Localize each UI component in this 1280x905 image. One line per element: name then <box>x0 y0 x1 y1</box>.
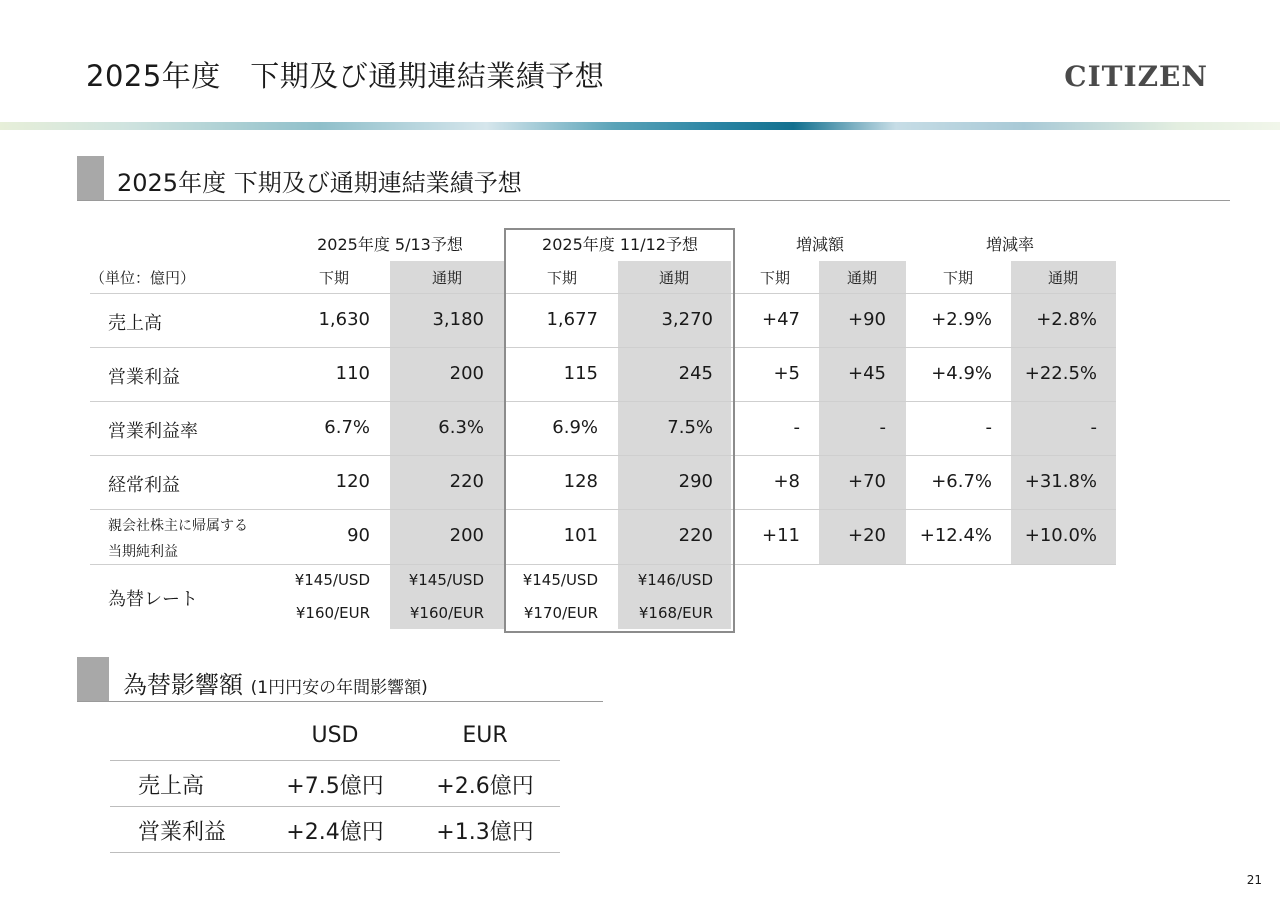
sub-header: 下期 <box>942 269 973 287</box>
cell: +10.0% <box>1024 525 1097 546</box>
sub-header: 通期 <box>431 269 462 287</box>
group-header: 2025年度 5/13予想 <box>317 235 463 254</box>
cell: +5 <box>773 363 800 384</box>
fx-usd-cell: ¥145/USD <box>408 571 484 589</box>
cell: 245 <box>678 363 713 384</box>
fx-usd-cell: ¥145/USD <box>294 571 370 589</box>
decorative-band <box>0 122 1280 130</box>
row-divider <box>110 806 560 807</box>
section-heading-fx-impact <box>77 657 603 702</box>
fx-impact-cell: +2.4億円 <box>286 820 384 845</box>
fx-impact-header: EUR <box>462 723 508 748</box>
fx-eur-cell: ¥170/EUR <box>523 604 598 622</box>
cell: 1,630 <box>318 309 370 330</box>
cell: +4.9% <box>931 363 992 384</box>
fx-impact-cell: +2.6億円 <box>436 774 534 799</box>
cell: 3,270 <box>661 309 713 330</box>
cell: +11 <box>762 525 800 546</box>
sub-header: 通期 <box>1047 269 1078 287</box>
cell: 6.9% <box>552 417 598 438</box>
cell: - <box>1090 417 1097 438</box>
slide-title: 2025年度 下期及び通期連結業績予想 <box>86 59 605 93</box>
shade-col <box>819 261 906 564</box>
cell: 3,180 <box>432 309 484 330</box>
fx-impact-row-label: 売上高 <box>138 774 205 799</box>
row-label: 売上高 <box>108 313 162 334</box>
cell: 220 <box>678 525 713 546</box>
cell: +2.9% <box>931 309 992 330</box>
cell: +8 <box>773 471 800 492</box>
sub-header: 通期 <box>658 269 689 287</box>
citizen-logo: CITIZEN <box>1064 60 1208 93</box>
cell: +31.8% <box>1024 471 1097 492</box>
cell: 101 <box>563 525 598 546</box>
cell: 6.7% <box>324 417 370 438</box>
fx-eur-cell: ¥160/EUR <box>295 604 370 622</box>
unit-label: （単位：億円） <box>90 269 196 287</box>
sub-header: 下期 <box>759 269 790 287</box>
cell: 290 <box>678 471 713 492</box>
sub-header: 下期 <box>318 269 349 287</box>
fx-impact-cell: +7.5億円 <box>286 774 384 799</box>
cell: 1,677 <box>546 309 598 330</box>
section-title <box>123 665 428 700</box>
cell: +90 <box>848 309 886 330</box>
group-header: 2025年度 11/12予想 <box>542 235 698 254</box>
row-label: 経常利益 <box>108 475 180 496</box>
row-divider <box>110 852 560 853</box>
fx-eur-cell: ¥160/EUR <box>409 604 484 622</box>
section-title: 2025年度 下期及び通期連結業績予想 <box>117 169 522 197</box>
cell: 90 <box>347 525 370 546</box>
fx-impact-cell: +1.3億円 <box>436 820 534 845</box>
cell: +45 <box>848 363 886 384</box>
shade-col <box>1011 261 1116 564</box>
row-label: 営業利益率 <box>108 421 198 442</box>
cell: +20 <box>848 525 886 546</box>
group-header: 増減率 <box>985 235 1034 254</box>
row-label: 営業利益 <box>108 367 180 388</box>
sub-header: 下期 <box>546 269 577 287</box>
cell: 6.3% <box>438 417 484 438</box>
cell: 120 <box>335 471 370 492</box>
cell: 7.5% <box>667 417 713 438</box>
cell: 200 <box>449 525 484 546</box>
fx-eur-cell: ¥168/EUR <box>638 604 713 622</box>
section-marker <box>77 156 104 200</box>
cell: 220 <box>449 471 484 492</box>
section-heading-forecast <box>77 156 1230 201</box>
cell: 110 <box>335 363 370 384</box>
fx-rate-label: 為替レート <box>108 589 198 610</box>
section-title-main: 為替影響額 <box>123 671 243 699</box>
cell: - <box>793 417 800 438</box>
sub-header: 通期 <box>846 269 877 287</box>
cell: 200 <box>449 363 484 384</box>
cell: 128 <box>563 471 598 492</box>
cell: +2.8% <box>1036 309 1097 330</box>
fx-usd-cell: ¥145/USD <box>522 571 598 589</box>
row-divider <box>110 760 560 761</box>
cell: +12.4% <box>919 525 992 546</box>
cell: +70 <box>848 471 886 492</box>
section-subtitle: (1円円安の年間影響額) <box>250 678 428 698</box>
cell: - <box>879 417 886 438</box>
row-label-line2: 当期純利益 <box>108 544 178 560</box>
group-header: 増減額 <box>795 235 844 254</box>
section-marker <box>77 657 109 701</box>
cell: +22.5% <box>1024 363 1097 384</box>
cell: +6.7% <box>931 471 992 492</box>
fx-impact-row-label: 営業利益 <box>138 820 227 845</box>
page-number: 21 <box>1246 873 1262 887</box>
cell: - <box>985 417 992 438</box>
fx-impact-header: USD <box>311 723 359 748</box>
cell: 115 <box>563 363 598 384</box>
cell: +47 <box>762 309 800 330</box>
fx-usd-cell: ¥146/USD <box>637 571 713 589</box>
row-label-line1: 親会社株主に帰属する <box>108 518 248 534</box>
